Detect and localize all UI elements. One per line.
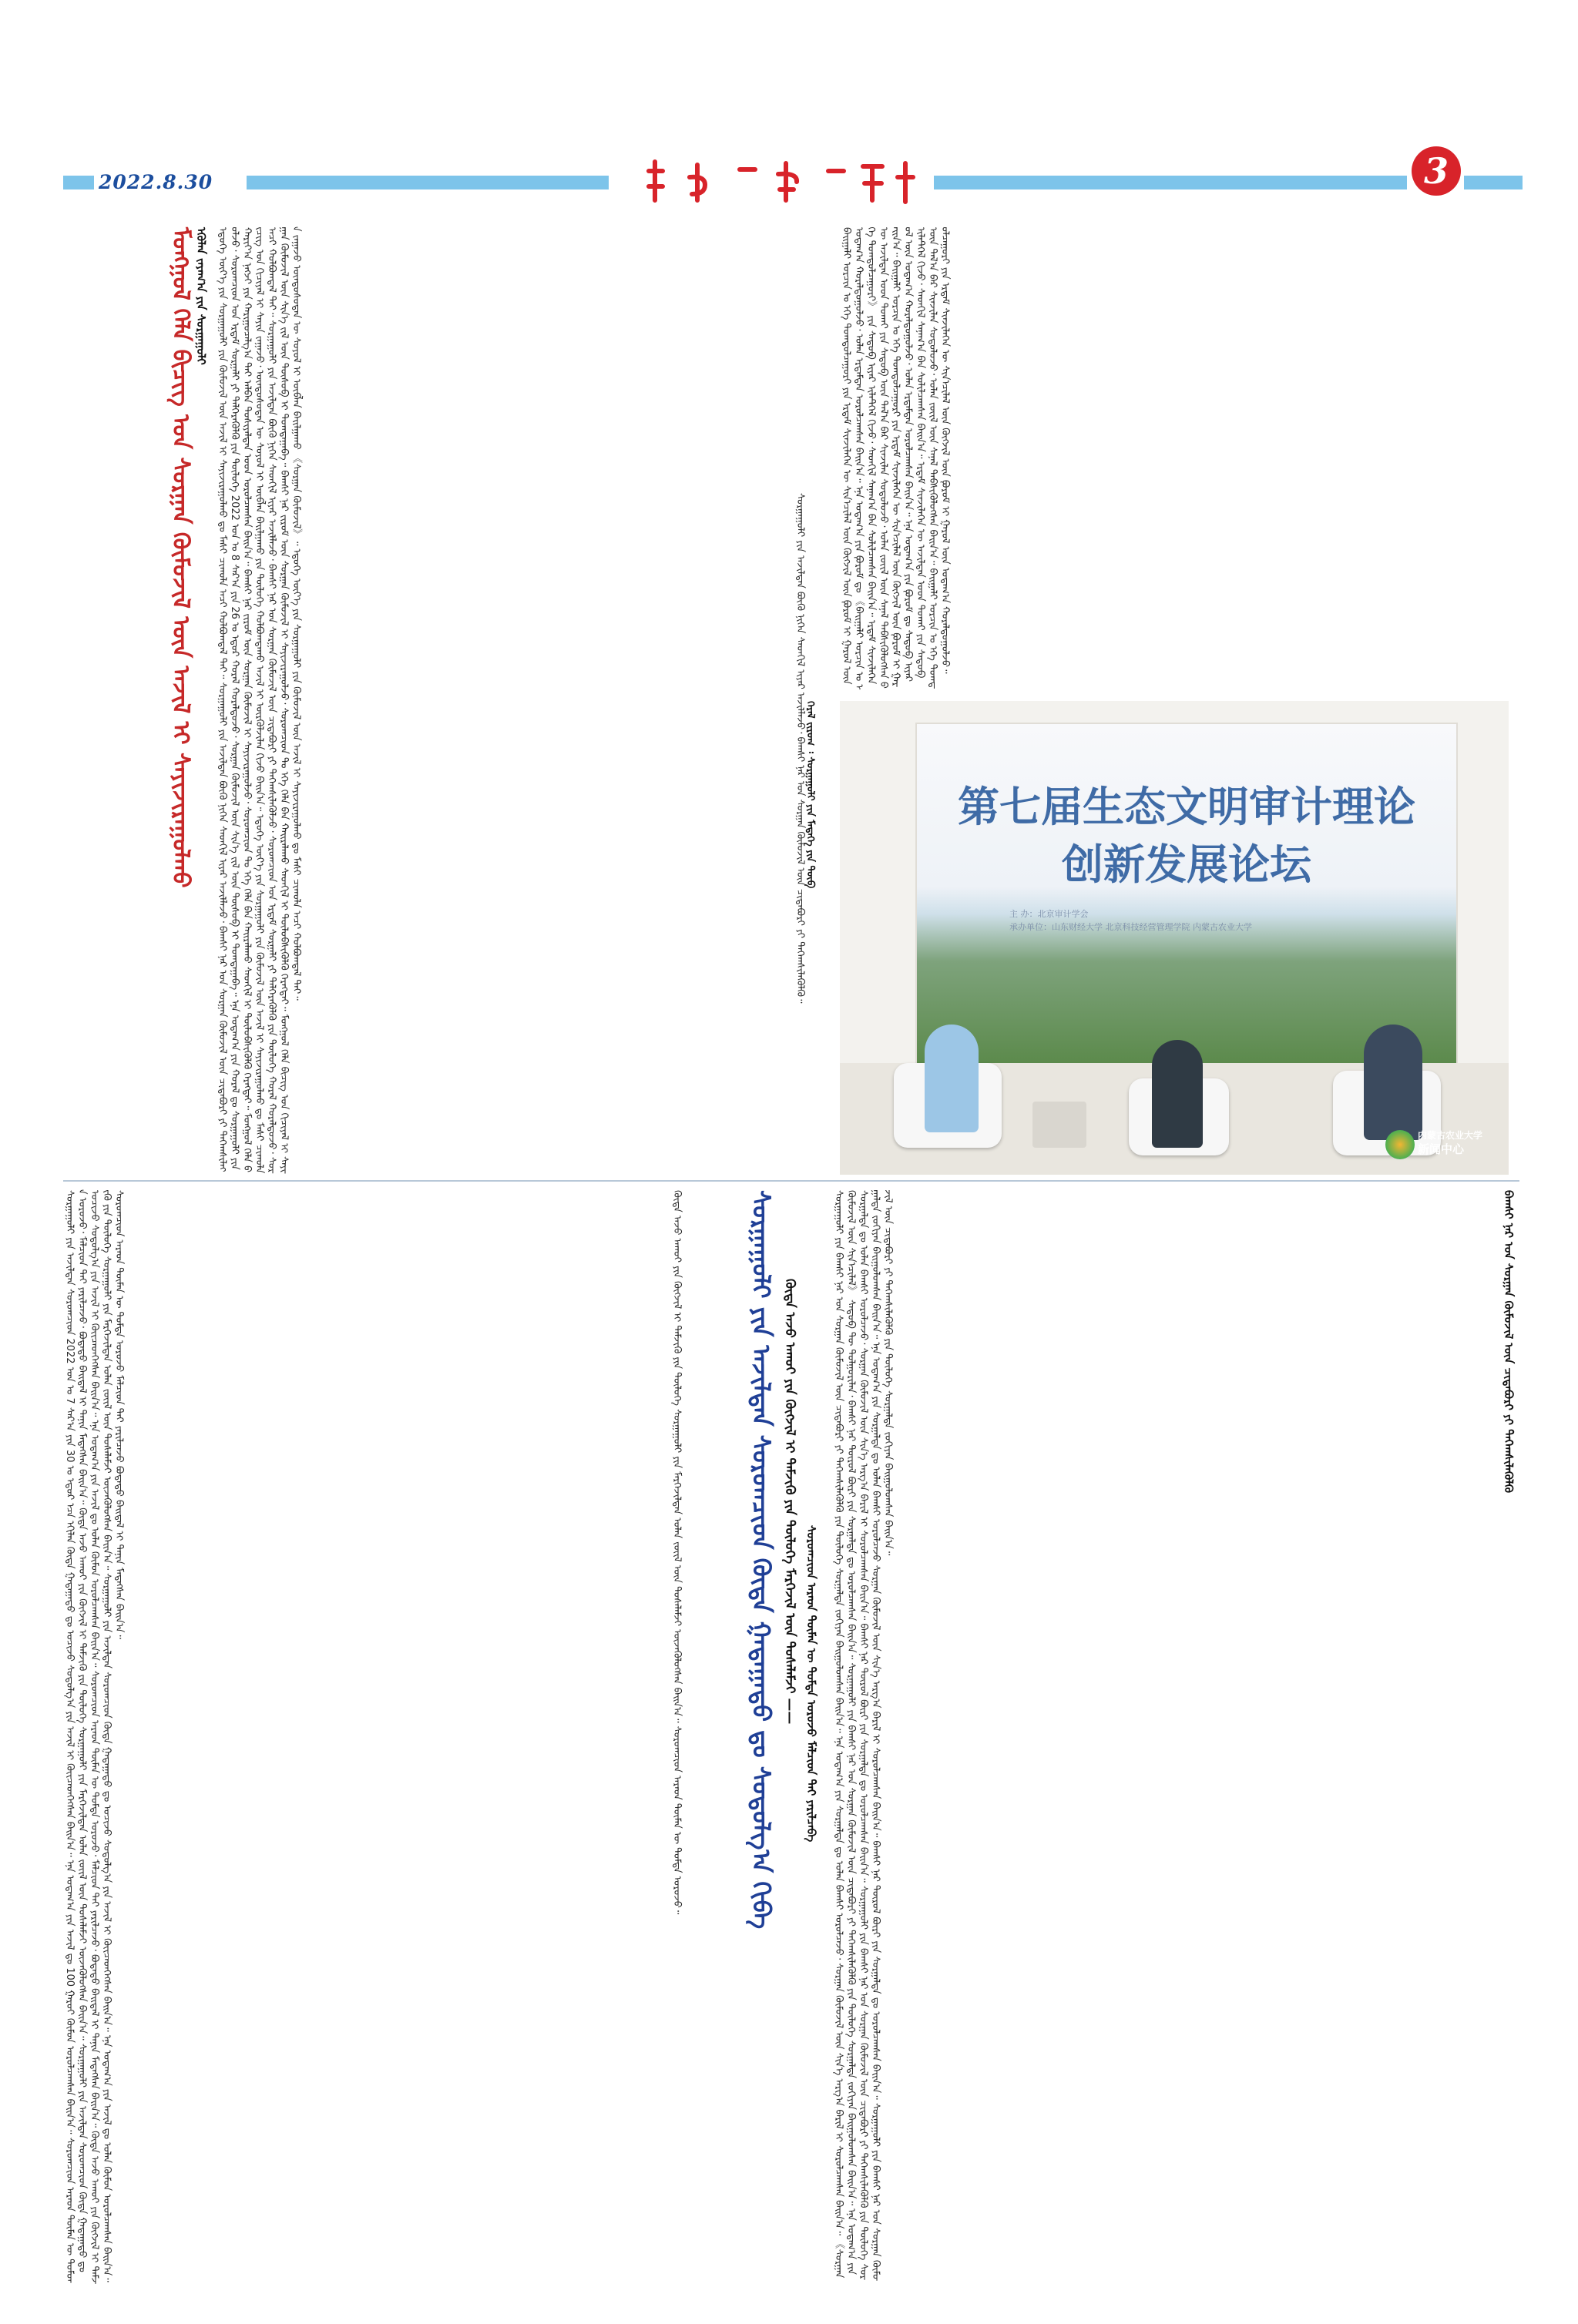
header-rule-right — [1464, 176, 1523, 189]
university-logo-icon — [1385, 1130, 1415, 1159]
header-rule-center-right — [934, 176, 1407, 189]
article-3-body: ᠰᠤᠷᠭᠠᠭᠤᠯᠢ ᠶᠢᠨ ᠠᠵᠢᠯᠲᠠᠨ ᠰᠤᠷᠤᠭᠴᠢᠳ 2022 ᠣᠨ ᠤ 7 ᠰᠠᠷ᠎ᠠ ᠶᠢᠨ 30 ᠤ ᠡᠳᠦᠷ ᠡᠴᠡ ᠡᠬᠢᠯᠡᠨ ᠬᠥᠳᠡ ᠭᠠᠳᠠᠭᠠᠳᠤ ᠳᠤ ᠣᠴᠢᠵᠤ ᠰᠤᠳᠤᠯᠭ᠎ᠠ ᠶᠢᠨ ᠠᠵᠢᠯ ᠢ ᠭᠦᠢᠴᠡᠳᠬᠡᠭᠰᠡᠨ ᠪᠠᠢᠨ᠎ᠠ᠃ ᠡᠨᠡ ᠤᠳᠠᠭ᠎ᠠ ᠶᠢᠨ ᠠᠵᠢᠯ ᠳᠤ 100 ᠭᠠᠷᠤᠢ ᠬᠦᠮᠦᠨ ᠣᠷᠤᠯᠴᠠᠭᠰᠠᠨ ᠪᠠᠢᠨ᠎ᠠ᠃ ᠰᠤᠷᠤᠭᠴᠢᠳ ᠠᠷᠠᠳ ᠲᠦᠮᠡᠨ ᠦ ᠳᠤᠮᠳᠠ ᠣᠷᠤᠵᠤ᠂ ᠮᠠᠯᠴᠢᠳ ᠲᠠᠢ ᠶᠠᠷᠢᠯᠴᠠᠵᠤ᠂ ᠪᠣᠳᠠᠲᠤ ᠪᠠᠢᠳᠠᠯ ᠢ ᠲᠠᠨᠢᠨ ᠮᠡᠳᠡᠭᠰᠡᠨ ᠪᠠᠢᠨ᠎ᠠ᠃ ᠬᠥᠳᠡ ᠠᠵᠤ ᠠᠬᠤᠢ ᠶᠢᠨ ᠬᠥᠭᠵᠢᠯ ᠢ ᠳᠡᠮᠵᠢᠬᠦ ᠶᠢᠨ ᠲᠥᠯᠥᠭᠡ ᠰᠤᠷᠭᠠᠭᠤᠯᠢ ᠶᠢᠨ ᠮᠡᠷᠭᠡᠵᠢᠯᠲᠡᠨ ᠣᠯᠠᠨ ᠵᠦᠢᠯ ᠦᠨ ᠲᠤᠰᠠᠯᠠᠮᠵᠢ ᠦᠵᠡᠭᠦᠯᠦᠭᠰᠡᠨ ᠪᠠᠢᠨ᠎ᠠ᠃ ᠰᠤᠷᠭᠠᠭᠤᠯᠢ ᠶᠢᠨ ᠠᠵᠢᠯᠲᠠᠨ ᠰᠤᠷᠤᠭᠴᠢᠳ ᠬᠥᠳᠡ ᠭᠠᠳᠠᠭᠠᠳᠤ ᠳᠤ ᠣᠴᠢᠵᠤ ᠰᠤᠳᠤᠯᠭ᠎ᠠ ᠶᠢᠨ ᠠᠵᠢᠯ ᠢ ᠭᠦᠢᠴᠡᠳᠬᠡᠭᠰᠡᠨ ᠪᠠᠢᠨ᠎ᠠ᠃ ᠡᠨᠡ ᠤᠳᠠᠭ᠎ᠠ ᠶᠢᠨ ᠠᠵᠢᠯ ᠳᠤ ᠣᠯᠠᠨ ᠬᠦᠮᠦᠨ ᠣᠷᠤᠯᠴᠠᠭᠰᠠᠨ ᠪᠠᠢᠨ᠎ᠠ᠃ ᠰᠤᠷᠤᠭᠴᠢᠳ ᠠᠷᠠᠳ ᠲᠦᠮᠡᠨ ᠦ ᠳᠤᠮᠳᠠ ᠣᠷᠤᠵᠤ᠂ ᠮᠠᠯᠴᠢᠳ ᠲᠠᠢ ᠶᠠᠷᠢᠯᠴᠠᠵᠤ᠂ ᠪᠣᠳᠠᠲᠤ ᠪᠠᠢᠳᠠᠯ ᠢ ᠲᠠᠨᠢᠨ ᠮᠡᠳᠡᠭᠰᠡᠨ ᠪᠠᠢᠨ᠎ᠠ᠃ ᠬᠥᠳᠡ ᠠᠵᠤ ᠠᠬᠤᠢ ᠶᠢᠨ ᠬᠥᠭᠵᠢᠯ ᠢ ᠳᠡᠮᠵᠢᠬᠦ ᠶᠢᠨ ᠲᠥᠯᠥᠭᠡ ᠰᠤᠷᠭᠠᠭᠤᠯᠢ ᠶᠢᠨ ᠮᠡᠷᠭᠡᠵᠢᠯᠲᠡᠨ ᠣᠯᠠᠨ ᠵᠦᠢᠯ ᠦᠨ ᠲᠤᠰᠠᠯᠠᠮᠵᠢ ᠦᠵᠡᠭᠦᠯᠦᠭᠰᠡᠨ ᠪᠠᠢᠨ᠎ᠠ᠃ ᠰᠤᠷᠭᠠᠭᠤᠯᠢ ᠶᠢᠨ ᠠᠵᠢᠯᠲᠠᠨ ᠰᠤᠷᠤᠭᠴᠢᠳ ᠬᠥᠳᠡ ᠭᠠᠳᠠᠭᠠᠳᠤ ᠳᠤ ᠣᠴᠢᠵᠤ ᠰᠤᠳᠤᠯᠭ᠎ᠠ ᠶᠢᠨ ᠠᠵᠢᠯ ᠢ ᠭᠦᠢᠴᠡᠳᠬᠡᠭᠰᠡᠨ ᠪᠠᠢᠨ᠎ᠠ᠃ ᠡᠨᠡ ᠤᠳᠠᠭ᠎ᠠ ᠶᠢᠨ ᠠᠵᠢᠯ ᠳᠤ ᠣᠯᠠᠨ ᠬᠦᠮᠦᠨ ᠣᠷᠤᠯᠴᠠᠭᠰᠠᠨ ᠪᠠᠢᠨ᠎ᠠ᠃ ᠰᠤᠷᠤᠭᠴᠢᠳ ᠠᠷᠠᠳ ᠲᠦᠮᠡᠨ ᠦ ᠳᠤᠮᠳᠠ ᠣᠷᠤᠵᠤ ᠮᠠᠯᠴᠢᠳ ᠲᠠᠢ ᠶᠠᠷᠢᠯᠴᠠᠵᠤ ᠪᠣᠳᠠᠲᠤ ᠪᠠᠢᠳᠠᠯ ᠢ ᠲᠠᠨᠢᠨ ᠮᠡᠳᠡᠭᠰᠡᠨ ᠪᠠᠢᠨ᠎ᠠ᠃ — [64, 1190, 125, 2284]
article-2-body: ᠪᠠᠢᠭᠠᠯᠢ ᠣᠷᠴᠢᠨ ᠤ ᠡᠬᠡ ᠲᠣᠭᠲᠣᠯᠴᠠᠭᠤᠷᠢ ᠶᠢᠨ ᠡᠷᠳᠡᠮ ᠰᠢᠨᠵᠢᠯᠡᠭᠡᠨ ᠦ ᠰᠢᠨ᠎ᠡᠴᠢᠯᠡᠯ ᠦᠨ ᠬᠥᠭᠵᠢᠯ ᠦᠨ ᠹᠣᠷᠦᠮ ᠢ ᠭᠠᠷᠤᠯ ᠦᠨ ᠤᠳᠠᠭ᠎ᠠ ᠬᠤᠷᠠᠯᠳᠤᠭᠤᠯᠵᠤ᠂ ᠣᠯᠠᠨ ᠡᠷᠳᠡᠮᠲᠡᠨ ᠣᠷᠤᠯᠴᠠᠭᠰᠠᠨ ᠪᠠᠢᠨ᠎ᠠ᠃ ᠡᠨᠡ ᠤᠳᠠᠭ᠎ᠠ ᠶᠢᠨ ᠹᠣᠷᠦᠮ ᠳᠤ 《ᠪᠠᠢᠭᠠᠯᠢ ᠣᠷᠴᠢᠨ ᠤ ᠡᠬᠡ ᠲᠣᠭᠲᠣᠯᠴᠠᠭᠤᠷᠢ》 ᠶᠢᠨ ᠰᠡᠳᠦᠪ ᠢᠶᠡᠷ ᠢᠯᠡᠲᠭᠡᠯ ᠬᠢᠵᠦ᠂ ᠰᠡᠳᠬᠢᠯ ᠰᠠᠨᠠᠭ᠎ᠠ ᠪᠠᠨ ᠰᠣᠯᠢᠯᠴᠠᠭᠰᠠᠨ ᠪᠠᠢᠨ᠎ᠠ᠃ ᠡᠷᠳᠡᠮ ᠰᠢᠨᠵᠢᠯᠡᠭᠡᠨ ᠦ ᠠᠵᠢᠯᠲᠠᠨ ᠤᠳ ᠲᠤᠬᠠᠢ ᠶᠢᠨ ᠰᠡᠳᠦᠪ ᠦᠨ ᠲᠠᠯ᠎ᠠ ᠪᠠᠷ ᠰᠢᠨᠵᠢᠯᠡᠨ ᠰᠤᠳᠤᠯᠤᠵᠤ᠂ ᠣᠯᠠᠨ ᠵᠦᠢᠯ ᠦᠨ ᠰᠠᠨᠠᠯ ᠳᠡᠪᠰᠢᠭᠦᠯᠦᠭᠰᠡᠨ ᠪᠠᠢᠨ᠎ᠠ᠃ ᠪᠠᠢᠭᠠᠯᠢ ᠣᠷᠴᠢᠨ ᠤ ᠡᠬᠡ ᠲᠣᠭᠲᠣᠯᠴᠠᠭᠤᠷᠢ ᠶᠢᠨ ᠡᠷᠳᠡᠮ ᠰᠢᠨᠵᠢᠯᠡᠭᠡᠨ ᠦ ᠰᠢᠨ᠎ᠡᠴᠢᠯᠡᠯ ᠦᠨ ᠬᠥᠭᠵᠢᠯ ᠦᠨ ᠹᠣᠷᠦᠮ ᠢ ᠭᠠᠷᠤᠯ ᠦᠨ ᠤᠳᠠᠭ᠎ᠠ ᠬᠤᠷᠠᠯᠳᠤᠭᠤᠯᠵᠤ᠂ ᠣᠯᠠᠨ ᠡᠷᠳᠡᠮᠲᠡᠨ ᠣᠷᠤᠯᠴᠠᠭᠰᠠᠨ ᠪᠠᠢᠨ᠎ᠠ᠃ ᠡᠨᠡ ᠤᠳᠠᠭ᠎ᠠ ᠶᠢᠨ ᠹᠣᠷᠦᠮ ᠳᠤ ᠰᠡᠳᠦᠪ ᠢᠶᠡᠷ ᠢᠯᠡᠲᠭᠡᠯ ᠬᠢᠵᠦ᠂ ᠰᠡᠳᠬᠢᠯ ᠰᠠᠨᠠᠭ᠎ᠠ ᠪᠠᠨ ᠰᠣᠯᠢᠯᠴᠠᠭᠰᠠᠨ ᠪᠠᠢᠨ᠎ᠠ᠃ ᠡᠷᠳᠡᠮ ᠰᠢᠨᠵᠢᠯᠡᠭᠡᠨ ᠦ ᠠᠵᠢᠯᠲᠠᠨ ᠤᠳ ᠲᠤᠬᠠᠢ ᠶᠢᠨ ᠰᠡᠳᠦᠪ ᠦᠨ ᠲᠠᠯ᠎ᠠ ᠪᠠᠷ ᠰᠢᠨᠵᠢᠯᠡᠨ ᠰᠤᠳᠤᠯᠤᠵᠤ᠂ ᠣᠯᠠᠨ ᠵᠦᠢᠯ ᠦᠨ ᠰᠠᠨᠠᠯ ᠳᠡᠪᠰᠢᠭᠦᠯᠦᠭᠰᠡᠨ ᠪᠠᠢᠨ᠎ᠠ᠃ ᠪᠠᠢᠭᠠᠯᠢ ᠣᠷᠴᠢᠨ ᠤ ᠡᠬᠡ ᠲᠣᠭᠲᠣᠯᠴᠠᠭᠤᠷᠢ ᠶᠢᠨ ᠡᠷᠳᠡᠮ ᠰᠢᠨᠵᠢᠯᠡᠭᠡᠨ ᠦ ᠰᠢᠨ᠎ᠡᠴᠢᠯᠡᠯ ᠦᠨ ᠬᠥᠭᠵᠢᠯ ᠦᠨ ᠹᠣᠷᠦᠮ ᠢ ᠭᠠᠷᠤᠯ ᠦᠨ ᠤᠳᠠᠭ᠎ᠠ ᠬᠤᠷᠠᠯᠳᠤᠭᠤᠯᠵᠤ᠃ — [841, 227, 951, 689]
watermark-school-name: 内蒙古农业大学 — [1418, 1130, 1483, 1141]
screen-title-line-1: 第七届生态文明审计理论 — [958, 783, 1415, 831]
section-divider — [63, 1180, 1519, 1182]
masthead — [0, 0, 1578, 200]
watermark-news-center: 新闻中心 — [1418, 1142, 1465, 1156]
article-4-body: ᠰᠤᠷᠭᠠᠭᠤᠯᠢ ᠶᠢᠨ ᠪᠠᠭᠰᠢ ᠨᠠᠷ ᠤᠨ ᠰᠤᠷᠭᠠᠨ ᠬᠦᠮᠦᠵᠢᠯ ᠦᠨ ᠴᠢᠳᠠᠪᠤᠷᠢ ᠶᠢ ᠳᠡᠭᠡᠭ᠍ᠰᠢᠯᠡᠭᠦᠯᠬᠦ ᠶᠢᠨ ᠲᠥᠯᠥᠭᠡ ᠰᠤᠷᠭᠠᠯᠲᠠ ᠵᠣᠬᠢᠶᠠᠨ ᠪᠠᠢᠭᠤᠯᠤᠭᠰᠠᠨ ᠪᠠᠢᠨ᠎ᠠ᠃ ᠡᠨᠡ ᠤᠳᠠᠭ᠎ᠠ ᠶᠢᠨ ᠰᠤᠷᠭᠠᠯᠲᠠ ᠳᠤ ᠣᠯᠠᠨ ᠪᠠᠭᠰᠢ ᠣᠷᠤᠯᠴᠠᠵᠤ᠂ ᠰᠤᠷᠭᠠᠨ ᠬᠦᠮᠦᠵᠢᠯ ᠦᠨ ᠰᠢᠨ᠎ᠡ ᠠᠷᠭ᠎ᠠ ᠪᠠᠷᠢᠯ ᠢ ᠰᠤᠷᠤᠯᠴᠠᠭᠰᠠᠨ ᠪᠠᠢᠨ᠎ᠠ᠃ 《ᠰᠤᠷᠭᠠᠨ ᠬᠦᠮᠦᠵᠢᠯ ᠦᠨ ᠰᠢᠨ᠎ᠡᠴᠢᠯᠡᠯ》 ᠰᠡᠳᠦᠪ ᠲᠦ ᠲᠤᠯᠭᠤᠷᠢᠯᠠᠨ᠂ ᠪᠠᠭᠰᠢ ᠨᠠᠷ ᠲᠥᠷᠥᠯ ᠪᠦᠷᠢ ᠶᠢᠨ ᠰᠤᠷᠭᠠᠯᠲᠠ ᠳᠤ ᠣᠷᠤᠯᠴᠠᠭᠰᠠᠨ ᠪᠠᠢᠨ᠎ᠠ᠃ ᠰᠤᠷᠭᠠᠭᠤᠯᠢ ᠶᠢᠨ ᠪᠠᠭᠰᠢ ᠨᠠᠷ ᠤᠨ ᠰᠤᠷᠭᠠᠨ ᠬᠦᠮᠦᠵᠢᠯ ᠦᠨ ᠴᠢᠳᠠᠪᠤᠷᠢ ᠶᠢ ᠳᠡᠭᠡᠭ᠍ᠰᠢᠯᠡᠭᠦᠯᠬᠦ ᠶᠢᠨ ᠲᠥᠯᠥᠭᠡ ᠰᠤᠷᠭᠠᠯᠲᠠ ᠵᠣᠬᠢᠶᠠᠨ ᠪᠠᠢᠭᠤᠯᠤᠭᠰᠠᠨ ᠪᠠᠢᠨ᠎ᠠ᠃ ᠡᠨᠡ ᠤᠳᠠᠭ᠎ᠠ ᠶᠢᠨ ᠰᠤᠷᠭᠠᠯᠲᠠ ᠳᠤ ᠣᠯᠠᠨ ᠪᠠᠭᠰᠢ ᠣᠷᠤᠯᠴᠠᠵᠤ᠂ ᠰᠤᠷᠭᠠᠨ ᠬᠦᠮᠦᠵᠢᠯ ᠦᠨ ᠰᠢᠨ᠎ᠡ ᠠᠷᠭ᠎ᠠ ᠪᠠᠷᠢᠯ ᠢ ᠰᠤᠷᠤᠯᠴᠠᠭᠰᠠᠨ ᠪᠠᠢᠨ᠎ᠠ᠃ ᠪᠠᠭᠰᠢ ᠨᠠᠷ ᠲᠥᠷᠥᠯ ᠪᠦᠷᠢ ᠶᠢᠨ ᠰᠤᠷᠭᠠᠯᠲᠠ ᠳᠤ ᠣᠷᠤᠯᠴᠠᠭᠰᠠᠨ ᠪᠠᠢᠨ᠎ᠠ᠃ ᠰᠤᠷᠭᠠᠭᠤᠯᠢ ᠶᠢᠨ ᠪᠠᠭᠰᠢ ᠨᠠᠷ ᠤᠨ ᠰᠤᠷᠭᠠᠨ ᠬᠦᠮᠦᠵᠢᠯ ᠦᠨ ᠴᠢᠳᠠᠪᠤᠷᠢ ᠶᠢ ᠳᠡᠭᠡᠭ᠍ᠰᠢᠯᠡᠭᠦᠯᠬᠦ ᠶᠢᠨ ᠲᠥᠯᠥᠭᠡ ᠰᠤᠷᠭᠠᠯᠲᠠ ᠵᠣᠬᠢᠶᠠᠨ ᠪᠠᠢᠭᠤᠯᠤᠭᠰᠠᠨ ᠪᠠᠢᠨ᠎ᠠ᠃ ᠡᠨᠡ ᠤᠳᠠᠭ᠎ᠠ ᠶᠢᠨ ᠰᠤᠷᠭᠠᠯᠲᠠ ᠳᠤ ᠣᠯᠠᠨ ᠪᠠᠭᠰᠢ ᠣᠷᠤᠯᠴᠠᠵᠤ ᠰᠤᠷᠭᠠᠨ ᠬᠦᠮᠦᠵᠢᠯ ᠦᠨ ᠰᠢᠨ᠎ᠡ ᠠᠷᠭ᠎ᠠ ᠪᠠᠷᠢᠯ ᠢ ᠰᠤᠷᠤᠯᠴᠠᠭᠰᠠᠨ ᠪᠠᠢᠨ᠎ᠠ᠃ ᠪᠠᠭᠰᠢ ᠨᠠᠷ ᠲᠥᠷᠥᠯ ᠪᠦᠷᠢ ᠶᠢᠨ ᠰᠤᠷᠭᠠᠯᠲᠠ ᠳᠤ ᠣᠷᠤᠯᠴᠠᠭᠰᠠᠨ ᠪᠠᠢᠨ᠎ᠠ᠃ ᠰᠤᠷᠭᠠᠭᠤᠯᠢ ᠶᠢᠨ ᠪᠠᠭᠰᠢ ᠨᠠᠷ ᠤᠨ ᠰᠤᠷᠭᠠᠨ ᠬᠦᠮᠦᠵᠢᠯ ᠦᠨ ᠴᠢᠳᠠᠪᠤᠷᠢ ᠶᠢ ᠳᠡᠭᠡᠭ᠍ᠰᠢᠯᠡᠭᠦᠯᠬᠦ ᠶᠢᠨ ᠲᠥᠯᠥᠭᠡ ᠰᠤᠷᠭᠠᠯᠲᠠ ᠵᠣᠬᠢᠶᠠᠨ ᠪᠠᠢᠭᠤᠯᠤᠭᠰᠠᠨ ᠪᠠᠢᠨ᠎ᠠ᠃ — [833, 1190, 894, 2281]
header-rule-left — [63, 176, 94, 189]
speaker-left — [925, 1025, 979, 1132]
side-table — [1032, 1102, 1086, 1148]
page-number-badge: 3 — [1412, 146, 1461, 196]
forum-photo — [840, 701, 1509, 1175]
screen-organizer: 主 办：北京审计学会 — [1009, 909, 1089, 919]
newspaper-nameplate-logo — [632, 154, 925, 208]
screen-title-line-2: 创新发展论坛 — [1062, 840, 1311, 889]
article-3-subtitle-2: ᠰᠤᠷᠤᠭᠴᠢᠳ ᠠᠷᠠᠳ ᠲᠦᠮᠡᠨ ᠦ ᠳᠤᠮᠳᠠ ᠣᠷᠤᠵᠤ ᠮᠠᠯᠴᠢᠳ ᠲᠠᠢ ᠶᠠᠷᠢᠯᠴᠠᠪᠠ — [804, 1525, 818, 1843]
projection-screen — [917, 724, 1456, 1063]
speaker-right — [1364, 1025, 1422, 1140]
photo-caption: ᠭᠡᠷᠡᠯ ᠵᠢᠷᠤᠭ ᠄ ᠰᠤᠷᠭᠠᠭᠤᠯᠢ ᠶᠢᠨ ᠮᠡᠳᠡᠭᠡ ᠶᠢᠨ ᠲᠥᠪ — [804, 701, 816, 889]
article-1-body: ᠡᠳᠦᠭᠡ ᠦᠶ᠎ᠡ ᠶᠢᠨ ᠰᠤᠷᠭᠠᠭᠤᠯᠢ ᠶᠢᠨ ᠬᠦᠮᠦᠵᠢᠯ ᠦᠨ ᠠᠵᠢᠯ ᠢ ᠰᠠᠶᠢᠵᠢᠷᠠᠭᠤᠯᠬᠤ ᠳᠤ ᠮᠠᠰᠢ ᠴᠢᠬᠤᠯᠠ ᠠᠴᠢ ᠬᠣᠯᠪᠣᠭᠳᠠᠯ ᠲᠠᠢ᠃ ᠰᠤᠷᠭᠠᠭᠤᠯᠢ ᠶᠢᠨ ᠠᠵᠢᠯᠲᠠᠨ ᠪᠦᠬᠦ ᠨᠢᠭᠡᠨ ᠰᠡᠳᠬᠢᠯ ᠢᠶᠡᠷ ᠠᠵᠢᠯᠯᠠᠵᠤ᠂ ᠪᠠᠭᠰᠢ ᠨᠠᠷ ᠤᠨ ᠰᠤᠷᠭᠠᠨ ᠬᠦᠮᠦᠵᠢᠯ ᠦᠨ ᠴᠢᠳᠠᠪᠤᠷᠢ ᠶᠢ ᠳᠡᠭᠡᠭ᠍ᠰᠢᠯᠡᠭᠦᠯᠵᠦ᠂ ᠰᠤᠷᠤᠭᠴᠢᠳ ᠤᠨ ᠡᠷᠳᠡᠮ ᠰᠤᠷᠭᠠᠯᠢ ᠶᠢ ᠳᠡᠯᠭᠡᠷᠡᠭᠦᠯᠬᠦ ᠶᠢᠨ ᠲᠥᠯᠥᠭᠡ 2022 ᠣᠨ ᠤ 8 ᠰᠠᠷ᠎ᠠ ᠶᠢᠨ 26 ᠤ ᠡᠳᠦᠷ ᠬᠤᠷᠠᠯ ᠬᠤᠷᠠᠯᠳᠤᠵᠤ᠂ ᠰᠤᠷᠭᠠᠨ ᠬᠦᠮᠦᠵᠢᠯ ᠦᠨ ᠰᠢᠨ᠎ᠡ ᠵᠢᠯ ᠦᠨ ᠲᠥᠰᠥᠪ ᠢ ᠲᠣᠭᠲᠠᠭᠠᠪᠠ᠃ ᠡᠨᠡ ᠤᠳᠠᠭ᠎ᠠ ᠶᠢᠨ ᠬᠤᠷᠠᠯ ᠳᠤ ᠰᠤᠷᠭᠠᠭᠤᠯᠢ ᠶᠢᠨ ᠬᠠᠷᠢᠶ᠎ᠠ ᠨᠡᠭᠵᠢ ᠶᠢᠨ ᠬᠠᠷᠢᠭᠤᠴᠠᠯᠭ᠎ᠠ ᠲᠠᠢ ᠠᠯᠪᠠᠨ ᠲᠤᠰᠢᠶᠠᠯᠲᠠᠨ ᠤᠳ ᠣᠷᠤᠯᠴᠠᠭᠰᠠᠨ ᠪᠠᠢᠨ᠎ᠠ᠃ ᠪᠠᠭᠰᠢ ᠨᠠᠷ ᠵᠢᠷᠤᠮ ᠦᠨ ᠰᠤᠷᠭᠠᠨ ᠬᠦᠮᠦᠵᠢᠯ ᠢ ᠰᠠᠶᠢᠵᠢᠷᠠᠭᠤᠯᠵᠤ᠂ ᠰᠤᠷᠤᠭᠴᠢᠳ ᠲᠤ ᠡᠬᠡ ᠬᠡᠯᠡ ᠪᠡᠨ ᠬᠠᠢᠷᠠᠯᠠᠬᠤ ᠰᠡᠳᠬᠢᠯ ᠢ ᠲᠥᠯᠥᠪᠰᠢᠭᠦᠯᠬᠦ ᠬᠡᠷᠡᠭᠲᠡᠢ᠃ ᠮᠣᠩᠭᠣᠯ ᠬᠡᠯᠡ ᠪᠢᠴᠢᠭ ᠤᠨ ᠬᠢᠴᠢᠶᠡᠯ ᠢ ᠰᠠᠶᠢᠨ ᠵᠠᠭᠠᠵᠤ᠂ ᠦᠨᠳᠦᠰᠦᠲᠡᠨ ᠦ ᠰᠣᠶᠣᠯ ᠢ ᠥᠪᠯᠡᠨ ᠪᠠᠢᠯᠭᠠᠬᠤ ᠶᠢᠨ ᠲᠥᠯᠥᠭᠡ ᠬᠣᠯᠪᠣᠭᠳᠠᠬᠤ ᠠᠵᠢᠯ ᠢ ᠦᠷᠭᠦᠯᠵᠢᠯᠡᠨ ᠬᠢᠵᠦ ᠪᠠᠢᠨ᠎ᠠ᠃ ᠡᠳᠦᠭᠡ ᠦᠶ᠎ᠡ ᠶᠢᠨ ᠰᠤᠷᠭᠠᠭᠤᠯᠢ ᠶᠢᠨ ᠬᠦᠮᠦᠵᠢᠯ ᠦᠨ ᠠᠵᠢᠯ ᠢ ᠰᠠᠶᠢᠵᠢᠷᠠᠭᠤᠯᠬᠤ ᠳᠤ ᠮᠠᠰᠢ ᠴᠢᠬᠤᠯᠠ ᠠᠴᠢ ᠬᠣᠯᠪᠣᠭᠳᠠᠯ ᠲᠠᠢ᠃ ᠰᠤᠷᠭᠠᠭᠤᠯᠢ ᠶᠢᠨ ᠠᠵᠢᠯᠲᠠᠨ ᠪᠦᠬᠦ ᠨᠢᠭᠡᠨ ᠰᠡᠳᠬᠢᠯ ᠢᠶᠡᠷ ᠠᠵᠢᠯᠯᠠᠵᠤ᠂ ᠪᠠᠭᠰᠢ ᠨᠠᠷ ᠤᠨ ᠰᠤᠷᠭᠠᠨ ᠬᠦᠮᠦᠵᠢᠯ ᠦᠨ ᠴᠢᠳᠠᠪᠤᠷᠢ ᠶᠢ ᠳᠡᠭᠡᠭ᠍ᠰᠢᠯᠡᠭᠦᠯᠵᠦ᠂ ᠰᠤᠷᠤᠭᠴᠢᠳ ᠤᠨ ᠡᠷᠳᠡᠮ ᠰᠤᠷᠭᠠᠯᠢ ᠶᠢ ᠳᠡᠯᠭᠡᠷᠡᠭᠦᠯᠬᠦ ᠶᠢᠨ ᠲᠥᠯᠥᠭᠡ ᠬᠤᠷᠠᠯ ᠬᠤᠷᠠᠯᠳᠤᠵᠤ᠂ ᠰᠤᠷᠭᠠᠨ ᠬᠦᠮᠦᠵᠢᠯ ᠦᠨ ᠰᠢᠨ᠎ᠡ ᠵᠢᠯ ᠦᠨ ᠲᠥᠰᠥᠪ ᠢ ᠲᠣᠭᠲᠠᠭᠠᠪᠠ᠃ ᠪᠠᠭᠰᠢ ᠨᠠᠷ ᠵᠢᠷᠤᠮ ᠦᠨ ᠰᠤᠷᠭᠠᠨ ᠬᠦᠮᠦᠵᠢᠯ ᠢ ᠰᠠᠶᠢᠵᠢᠷᠠᠭᠤᠯᠵᠤ᠂ ᠰᠤᠷᠤᠭᠴᠢᠳ ᠲᠤ ᠡᠬᠡ ᠬᠡᠯᠡ ᠪᠡᠨ ᠬᠠᠢᠷᠠᠯᠠᠬᠤ ᠰᠡᠳᠬᠢᠯ ᠢ ᠲᠥᠯᠥᠪᠰᠢᠭᠦᠯᠬᠦ ᠬᠡᠷᠡᠭᠲᠡᠢ᠃ ᠮᠣᠩᠭᠣᠯ ᠬᠡᠯᠡ ᠪᠢᠴᠢᠭ ᠤᠨ ᠬᠢᠴᠢᠶᠡᠯ ᠢ ᠰᠠᠶᠢᠨ ᠵᠠᠭᠠᠵᠤ ᠦᠨᠳᠦᠰᠦᠲᠡᠨ ᠦ ᠰᠣᠶᠣᠯ ᠢ ᠥᠪᠯᠡᠨ ᠪᠠᠢᠯᠭᠠᠬᠤ 《ᠰᠤᠷᠭᠠᠨ ᠬᠦᠮᠦᠵᠢᠯ》᠃ ᠡᠳᠦᠭᠡ ᠦᠶ᠎ᠡ ᠶᠢᠨ ᠰᠤᠷᠭᠠᠭᠤᠯᠢ ᠶᠢᠨ ᠬᠦᠮᠦᠵᠢᠯ ᠦᠨ ᠠᠵᠢᠯ ᠢ ᠰᠠᠶᠢᠵᠢᠷᠠᠭᠤᠯᠬᠤ ᠳᠤ ᠮᠠᠰᠢ ᠴᠢᠬᠤᠯᠠ ᠠᠴᠢ ᠬᠣᠯᠪᠣᠭᠳᠠᠯ ᠲᠠᠢ᠃ — [217, 227, 302, 1174]
article-3-body-continued: ᠬᠥᠳᠡ ᠠᠵᠤ ᠠᠬᠤᠢ ᠶᠢᠨ ᠬᠥᠭᠵᠢᠯ ᠢ ᠳᠡᠮᠵᠢᠬᠦ ᠶᠢᠨ ᠲᠥᠯᠥᠭᠡ ᠰᠤᠷᠭᠠᠭᠤᠯᠢ ᠶᠢᠨ ᠮᠡᠷᠭᠡᠵᠢᠯᠲᠡᠨ ᠣᠯᠠᠨ ᠵᠦᠢᠯ ᠦᠨ ᠲᠤᠰᠠᠯᠠᠮᠵᠢ ᠦᠵᠡᠭᠦᠯᠦᠭᠰᠡᠨ ᠪᠠᠢᠨ᠎ᠠ᠃ ᠰᠤᠷᠤᠭᠴᠢᠳ ᠠᠷᠠᠳ ᠲᠦᠮᠡᠨ ᠦ ᠳᠤᠮᠳᠠ ᠣᠷᠤᠵᠤ᠃ — [671, 1190, 683, 1915]
news-center-watermark — [1418, 1128, 1502, 1165]
speaker-center — [1152, 1040, 1203, 1148]
article-1-author: ᠡᠭᠦᠯᠡᠨ ᠵᠠᠶᠠᠭ᠎ᠠ ᠶᠢᠨ ᠰᠤᠷᠭᠠᠭᠤᠯᠢ — [194, 227, 208, 365]
screen-co-organizers: 承办单位：山东财经大学 北京科技经营管理学院 内蒙古农业大学 — [1009, 922, 1252, 932]
issue-date: 2022.8.30 — [99, 171, 213, 193]
article-3-title: ᠰᠤᠷᠭᠠᠭᠤᠯᠢ ᠶᠢᠨ ᠠᠵᠢᠯᠲᠠᠨ ᠰᠤᠷᠤᠭᠴᠢᠳ ᠬᠥᠳᠡ ᠭᠠᠳᠠᠭᠠᠳᠤ ᠳᠤ ᠰᠤᠳᠤᠯᠭ᠎ᠠ ᠬᠢᠪᠡ — [747, 1190, 776, 1930]
article-4-heading: ᠪᠠᠭᠰᠢ ᠨᠠᠷ ᠤᠨ ᠰᠤᠷᠭᠠᠨ ᠬᠦᠮᠦᠵᠢᠯ ᠦᠨ ᠴᠢᠳᠠᠪᠤᠷᠢ ᠶᠢ ᠳᠡᠭᠡᠭ᠍ᠰᠢᠯᠡᠭᠦᠯᠬᠦ — [1502, 1190, 1516, 1494]
header-rule-center-left — [247, 176, 609, 189]
article-1-body-continued: ᠰᠤᠷᠭᠠᠭᠤᠯᠢ ᠶᠢᠨ ᠠᠵᠢᠯᠲᠠᠨ ᠪᠦᠬᠦ ᠨᠢᠭᠡᠨ ᠰᠡᠳᠬᠢᠯ ᠢᠶᠡᠷ ᠠᠵᠢᠯᠯᠠᠵᠤ᠂ ᠪᠠᠭᠰᠢ ᠨᠠᠷ ᠤᠨ ᠰᠤᠷᠭᠠᠨ ᠬᠦᠮᠦᠵᠢᠯ ᠦᠨ ᠴᠢᠳᠠᠪᠤᠷᠢ ᠶᠢ ᠳᠡᠭᠡᠭ᠍ᠰᠢᠯᠡᠭᠦᠯᠬᠦ᠃ — [794, 493, 806, 1004]
screen-subtitle — [1009, 907, 1364, 934]
article-1-title: ᠮᠣᠩᠭᠣᠯ ᠬᠡᠯᠡ ᠪᠢᠴᠢᠭ ᠤᠨ ᠰᠤᠷᠭᠠᠨ ᠬᠦᠮᠦᠵᠢᠯ ᠦᠨ ᠠᠵᠢᠯ ᠢ ᠰᠠᠶᠢᠵᠢᠷᠠᠭᠤᠯᠬᠤ — [167, 227, 194, 888]
article-3-subtitle: ᠬᠥᠳᠡ ᠠᠵᠤ ᠠᠬᠤᠢ ᠶᠢᠨ ᠬᠥᠭᠵᠢᠯ ᠢ ᠳᠡᠮᠵᠢᠬᠦ ᠶᠢᠨ ᠲᠥᠯᠥᠭᠡ ᠮᠡᠷᠭᠡᠵᠢᠯ ᠦᠨ ᠲᠤᠰᠠᠯᠠᠮᠵᠢ —— — [782, 1279, 797, 1725]
